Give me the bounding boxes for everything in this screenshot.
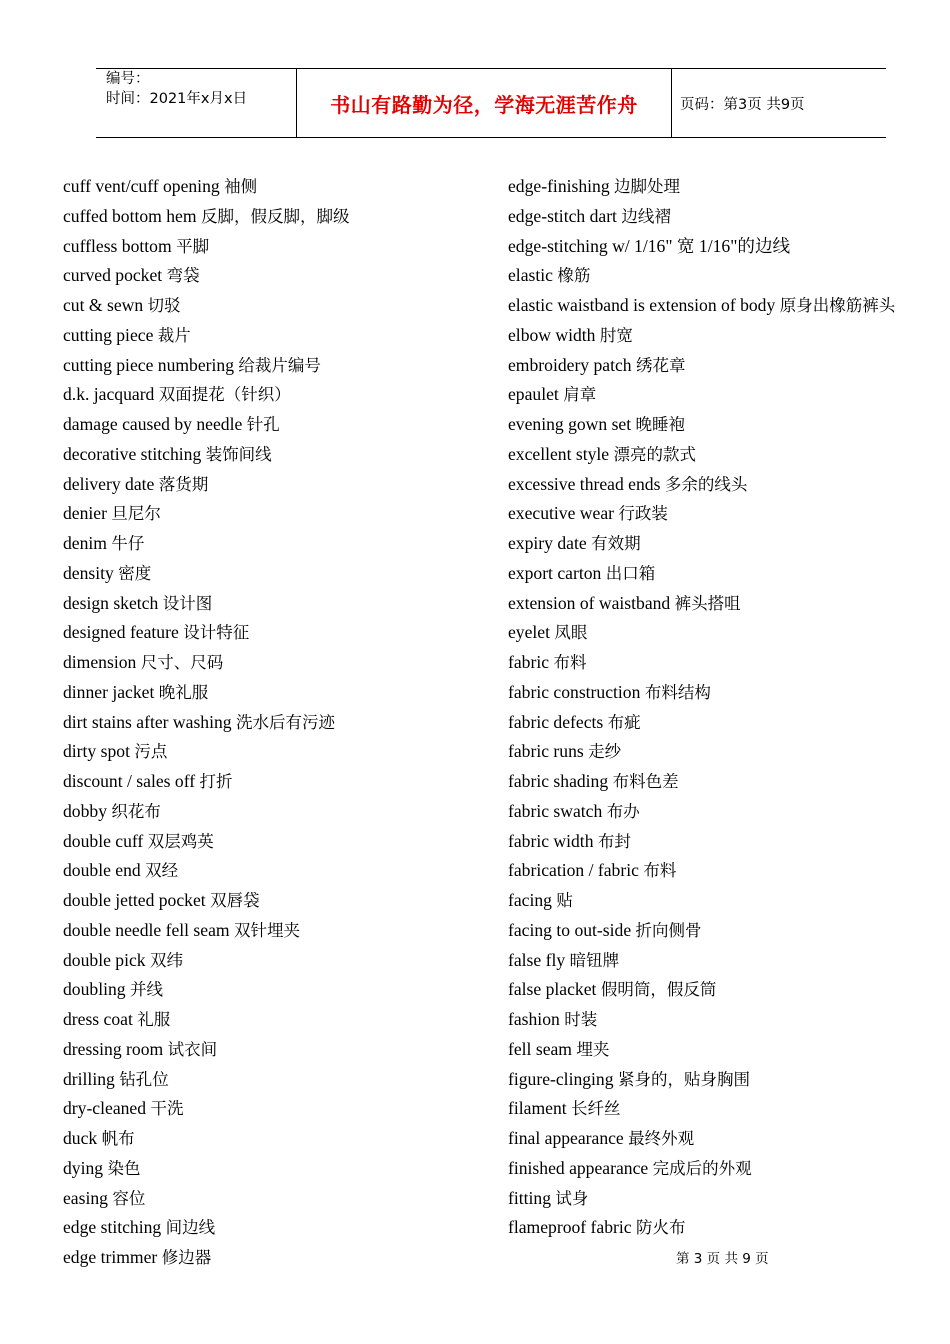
glossary-term-english: cuffless bottom <box>63 235 172 256</box>
glossary-entry <box>63 797 483 827</box>
glossary-term-chinese: 设计特征 <box>183 623 250 643</box>
glossary-entry <box>63 886 483 916</box>
glossary-term-english: fell seam <box>508 1038 572 1059</box>
glossary-entry <box>508 916 908 946</box>
glossary-term-english: edge stitching <box>63 1217 162 1238</box>
glossary-term-english: dirty spot <box>63 741 130 762</box>
glossary-term-chinese: 走纱 <box>588 742 622 762</box>
glossary-entry <box>63 261 483 291</box>
glossary-term-chinese: 染色 <box>107 1158 141 1178</box>
glossary-term-chinese: 漂亮的款式 <box>613 444 697 464</box>
glossary-term-chinese: 行政装 <box>618 504 668 524</box>
glossary-term-chinese: 袖侧 <box>224 177 258 196</box>
glossary-entry <box>508 559 908 589</box>
header-meta-cell <box>96 69 296 137</box>
glossary-term-english: cuff vent/cuff opening <box>63 176 220 196</box>
glossary-term-english: flameproof fabric <box>508 1217 632 1238</box>
glossary-entry <box>508 232 908 262</box>
glossary-entry <box>63 559 483 589</box>
glossary-entry <box>508 1005 908 1035</box>
glossary-term-english: elastic waistband is extension of body <box>508 295 776 315</box>
header-motto: 书山有路勤为径，学海无涯苦作舟 <box>330 92 638 117</box>
glossary-term-english: fabric shading <box>508 771 609 791</box>
glossary-entry <box>63 856 483 886</box>
glossary-entry <box>508 856 908 886</box>
glossary-entry <box>508 499 908 529</box>
glossary-term-english: discount / sales off <box>63 771 196 791</box>
page-footer: 第 3 页 共 9 页 <box>676 1251 769 1267</box>
glossary-term-chinese: 长纤丝 <box>571 1099 621 1119</box>
glossary-term-chinese: 贴 <box>556 891 573 910</box>
glossary-term-english: edge-stitch dart <box>508 205 617 226</box>
glossary-entry <box>508 351 908 381</box>
glossary-term-english: extension of waistband <box>508 592 671 613</box>
glossary-term-english: fabric construction <box>508 681 641 702</box>
glossary-entry <box>63 589 483 619</box>
glossary-term-chinese: 布封 <box>597 831 631 851</box>
glossary-term-chinese: 最终外观 <box>628 1129 695 1148</box>
glossary-term-english: excessive thread ends <box>508 473 661 494</box>
glossary-term-english: fabrication / fabric <box>508 860 639 881</box>
glossary-term-chinese: 礼服 <box>137 1010 171 1029</box>
glossary-term-english: fabric width <box>508 830 594 851</box>
glossary-left-column <box>63 172 483 1273</box>
glossary-term-chinese: 修边器 <box>161 1248 212 1267</box>
glossary-term-english: eyelet <box>508 622 550 643</box>
glossary-entry <box>63 708 483 738</box>
glossary-term-chinese: 并线 <box>129 980 163 1000</box>
glossary-entry <box>63 1094 483 1124</box>
glossary-entry <box>63 1213 483 1243</box>
glossary-term-chinese: 绣花章 <box>636 355 686 375</box>
glossary-term-english: final appearance <box>508 1128 624 1148</box>
glossary-term-english: double jetted pocket <box>63 890 206 910</box>
glossary-term-english: epaulet <box>508 384 559 405</box>
glossary-entry <box>63 827 483 857</box>
glossary-term-english: fabric runs <box>508 741 584 762</box>
glossary-term-english: designed feature <box>63 622 179 643</box>
glossary-term-english: embroidery patch <box>508 354 632 375</box>
glossary-term-chinese: 洗水后有污迹 <box>235 712 335 732</box>
glossary-term-english: executive wear <box>508 503 614 524</box>
glossary-right-column <box>508 172 908 1243</box>
glossary-entry <box>63 499 483 529</box>
glossary-term-chinese: 防火布 <box>635 1218 686 1238</box>
glossary-term-chinese: 布料 <box>553 653 587 672</box>
glossary-term-chinese: 完成后的外观 <box>652 1158 752 1178</box>
glossary-term-chinese: 双唇袋 <box>210 891 260 910</box>
glossary-term-english: false placket <box>508 979 597 1000</box>
glossary-term-english: filament <box>508 1098 567 1119</box>
glossary-term-chinese: 裤头搭咀 <box>674 593 741 613</box>
glossary-entry <box>63 470 483 500</box>
glossary-term-english: edge trimmer <box>63 1247 158 1267</box>
glossary-term-chinese: 双纬 <box>149 950 183 970</box>
glossary-term-chinese: 边线褶 <box>621 206 671 226</box>
glossary-term-chinese: 双层鸡英 <box>147 831 214 851</box>
glossary-entry <box>63 1154 483 1184</box>
glossary-term-chinese: 钻孔位 <box>119 1069 169 1089</box>
glossary-entry <box>63 1124 483 1154</box>
glossary-entry <box>508 618 908 648</box>
glossary-entry <box>508 410 908 440</box>
glossary-term-chinese: 密度 <box>118 563 152 583</box>
document-number-label: 编号： <box>106 71 150 87</box>
glossary-term-chinese: 布料 <box>643 861 677 881</box>
glossary-term-english: cutting piece numbering <box>63 354 234 375</box>
glossary-entry <box>63 232 483 262</box>
glossary-term-chinese: 裁片 <box>157 325 191 345</box>
glossary-term-chinese: 埋夹 <box>576 1039 610 1059</box>
glossary-entry <box>63 351 483 381</box>
glossary-entry <box>63 1184 483 1214</box>
glossary-term-chinese: 暗钮牌 <box>569 950 620 970</box>
glossary-entry <box>63 975 483 1005</box>
header-page-cell <box>672 69 886 137</box>
glossary-term-chinese: 平脚 <box>176 236 210 256</box>
glossary-entry <box>508 1124 908 1154</box>
glossary-term-english: dobby <box>63 800 107 821</box>
glossary-term-english: facing <box>508 890 552 910</box>
glossary-term-english: duck <box>63 1128 98 1148</box>
glossary-entry <box>508 529 908 559</box>
glossary-entry <box>508 470 908 500</box>
glossary-term-english: edge-stitching w/ 1/16" 宽 1/16"的边线 <box>508 235 791 256</box>
glossary-term-chinese: 布料色差 <box>612 772 679 791</box>
glossary-term-english: dress coat <box>63 1009 133 1029</box>
glossary-term-english: fabric swatch <box>508 800 603 821</box>
glossary-term-chinese: 晚礼服 <box>158 682 209 702</box>
glossary-entry <box>63 916 483 946</box>
glossary-entry <box>508 1184 908 1214</box>
glossary-term-english: dying <box>63 1157 104 1178</box>
glossary-term-chinese: 原身出橡筋裤头 <box>779 296 896 315</box>
glossary-term-english: edge-finishing <box>508 176 610 196</box>
glossary-term-chinese: 牛仔 <box>111 534 145 553</box>
glossary-term-chinese: 肘宽 <box>599 325 633 345</box>
glossary-term-english: curved pocket <box>63 265 163 286</box>
glossary-entry <box>508 291 908 321</box>
glossary-term-chinese: 落货期 <box>158 474 209 494</box>
glossary-term-english: dirt stains after washing <box>63 711 232 732</box>
glossary-term-english: expiry date <box>508 533 587 553</box>
glossary-entry <box>508 202 908 232</box>
glossary-term-chinese: 污点 <box>134 742 168 762</box>
glossary-entry <box>63 172 483 202</box>
glossary-term-english: decorative stitching <box>63 443 202 464</box>
glossary-term-chinese: 双面提花（针织） <box>158 385 291 405</box>
glossary-term-chinese: 尺寸、尺码 <box>140 653 224 672</box>
glossary-term-chinese: 干洗 <box>150 1099 184 1119</box>
glossary-entry <box>508 1154 908 1184</box>
glossary-term-english: damage caused by needle <box>63 414 243 434</box>
glossary-term-chinese: 打折 <box>199 772 233 791</box>
glossary-term-english: evening gown set <box>508 414 632 434</box>
glossary-entry <box>508 440 908 470</box>
glossary-entry <box>508 261 908 291</box>
glossary-entry <box>63 767 483 797</box>
glossary-term-chinese: 多余的线头 <box>664 474 748 494</box>
glossary-term-chinese: 设计图 <box>162 593 213 613</box>
glossary-entry <box>508 975 908 1005</box>
glossary-entry <box>508 827 908 857</box>
glossary-term-chinese: 出口箱 <box>605 563 656 583</box>
glossary-entry <box>63 440 483 470</box>
glossary-entry <box>508 886 908 916</box>
glossary-entry <box>63 321 483 351</box>
glossary-entry <box>63 410 483 440</box>
glossary-entry <box>63 529 483 559</box>
glossary-entry <box>63 678 483 708</box>
glossary-term-chinese: 给裁片编号 <box>238 355 321 375</box>
glossary-term-chinese: 布料结构 <box>644 682 711 702</box>
glossary-term-english: dry-cleaned <box>63 1098 147 1119</box>
glossary-term-chinese: 边脚处理 <box>614 177 681 196</box>
glossary-term-english: excellent style <box>508 443 610 464</box>
glossary-term-english: export carton <box>508 562 602 583</box>
glossary-term-chinese: 间边线 <box>165 1218 216 1238</box>
glossary-entry <box>508 767 908 797</box>
glossary-term-english: double pick <box>63 949 146 970</box>
glossary-term-chinese: 橡筋 <box>557 266 591 286</box>
glossary-term-english: false fly <box>508 949 566 970</box>
glossary-term-english: cutting piece <box>63 324 154 345</box>
glossary-term-english: doubling <box>63 979 126 1000</box>
glossary-term-english: dimension <box>63 652 137 672</box>
glossary-term-chinese: 双经 <box>145 861 179 881</box>
glossary-term-english: cuffed bottom hem <box>63 205 197 226</box>
glossary-term-english: double cuff <box>63 830 144 851</box>
glossary-entry <box>63 946 483 976</box>
glossary-entry <box>508 737 908 767</box>
glossary-entry <box>63 648 483 678</box>
glossary-entry <box>63 1065 483 1095</box>
glossary-term-chinese: 试身 <box>555 1188 589 1208</box>
glossary-term-english: facing to out-side <box>508 919 632 940</box>
header-page-info: 页码：第3页 共9页 <box>680 96 805 113</box>
glossary-term-english: elbow width <box>508 324 596 345</box>
glossary-term-english: denim <box>63 533 107 553</box>
glossary-term-english: fabric <box>508 652 550 672</box>
glossary-term-chinese: 紧身的，贴身胸围 <box>617 1069 750 1089</box>
glossary-term-english: double end <box>63 860 141 881</box>
glossary-entry <box>508 172 908 202</box>
glossary-term-english: figure-clinging <box>508 1068 614 1089</box>
glossary-term-english: fabric defects <box>508 711 604 732</box>
glossary-term-chinese: 双针埋夹 <box>234 920 300 940</box>
glossary-term-chinese: 帆布 <box>101 1129 135 1148</box>
glossary-entry <box>63 202 483 232</box>
glossary-entry <box>508 708 908 738</box>
glossary-term-english: elastic <box>508 265 553 286</box>
glossary-term-chinese: 容位 <box>112 1188 146 1208</box>
glossary-term-english: design sketch <box>63 592 159 613</box>
glossary-entry <box>63 1035 483 1065</box>
glossary-term-english: easing <box>63 1187 108 1208</box>
glossary-entry <box>508 946 908 976</box>
glossary-entry <box>63 1243 483 1273</box>
glossary-entry <box>63 737 483 767</box>
glossary-term-english: density <box>63 562 114 583</box>
glossary-entry <box>508 678 908 708</box>
glossary-term-english: d.k. jacquard <box>63 384 155 405</box>
glossary-term-chinese: 试衣间 <box>167 1039 218 1059</box>
glossary-entry <box>508 648 908 678</box>
glossary-term-english: fashion <box>508 1009 560 1029</box>
glossary-term-english: drilling <box>63 1068 115 1089</box>
glossary-term-chinese: 折向侧骨 <box>635 920 702 940</box>
glossary-entry <box>508 589 908 619</box>
glossary-term-chinese: 装饰间线 <box>205 444 272 464</box>
glossary-entry <box>508 797 908 827</box>
header-motto-cell <box>296 69 672 137</box>
glossary-entry <box>63 291 483 321</box>
glossary-term-chinese: 有效期 <box>591 534 641 553</box>
glossary-entry <box>508 1213 908 1243</box>
glossary-term-chinese: 旦尼尔 <box>111 504 161 524</box>
glossary-term-english: denier <box>63 503 107 524</box>
glossary-entry <box>63 618 483 648</box>
glossary-term-chinese: 反脚，假反脚，脚级 <box>200 206 350 226</box>
glossary-term-chinese: 凤眼 <box>554 623 588 643</box>
page-header <box>96 68 886 138</box>
glossary-term-chinese: 晚睡袍 <box>635 415 686 434</box>
glossary-term-english: delivery date <box>63 473 155 494</box>
glossary-term-english: double needle fell seam <box>63 919 230 940</box>
glossary-entry <box>508 1094 908 1124</box>
glossary-term-english: fitting <box>508 1187 552 1208</box>
glossary-entry <box>63 380 483 410</box>
glossary-entry <box>63 1005 483 1035</box>
document-time-label: 时间：2021年x月x日 <box>106 91 248 107</box>
glossary-term-chinese: 肩章 <box>563 385 597 405</box>
glossary-term-chinese: 布办 <box>606 801 640 821</box>
glossary-term-english: dressing room <box>63 1038 164 1059</box>
glossary-term-chinese: 时装 <box>564 1010 598 1029</box>
glossary-entry <box>508 321 908 351</box>
glossary-term-chinese: 针孔 <box>246 415 280 434</box>
glossary-term-english: dinner jacket <box>63 681 155 702</box>
glossary-entry <box>508 380 908 410</box>
glossary-entry <box>508 1035 908 1065</box>
glossary-term-chinese: 织花布 <box>111 801 161 821</box>
glossary-term-chinese: 弯袋 <box>166 266 200 286</box>
glossary-term-chinese: 切驳 <box>147 296 181 315</box>
glossary-term-chinese: 布疵 <box>607 712 641 732</box>
glossary-term-chinese: 假明筒，假反筒 <box>600 980 717 1000</box>
glossary-term-english: finished appearance <box>508 1157 649 1178</box>
glossary-entry <box>508 1065 908 1095</box>
glossary-term-english: cut & sewn <box>63 295 144 315</box>
